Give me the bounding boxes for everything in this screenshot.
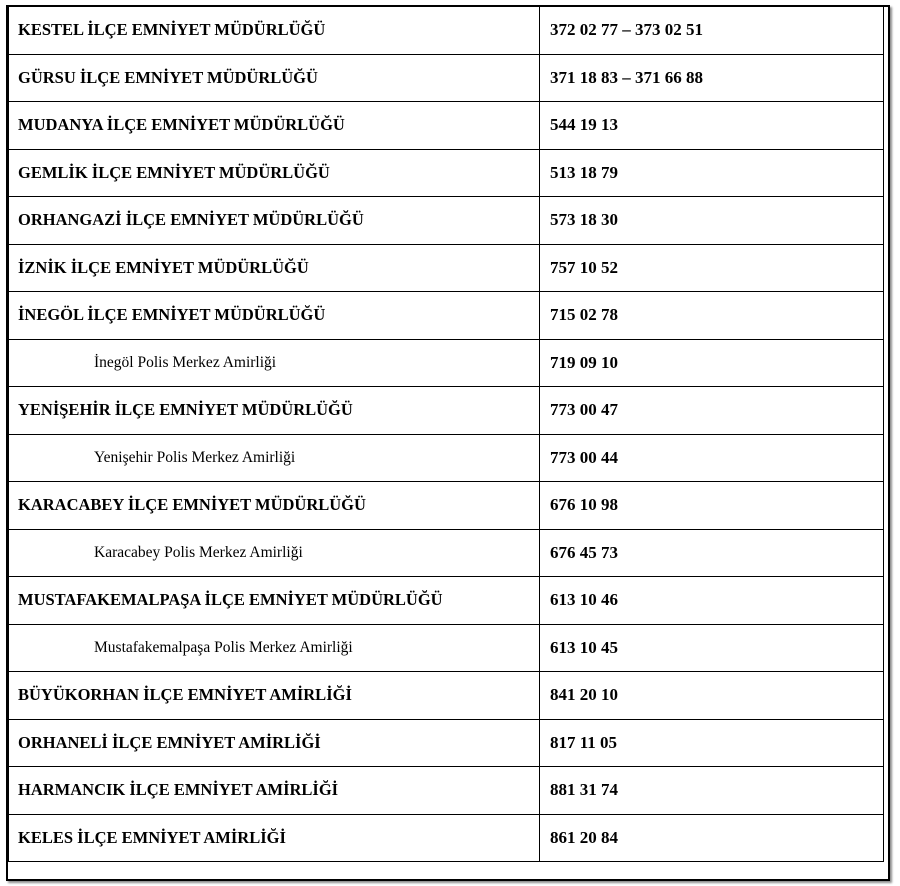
table-row xyxy=(9,767,884,815)
table-row xyxy=(9,482,884,530)
sub-office-name: İnegöl Polis Merkez Amirliği xyxy=(9,339,540,387)
phone-number: 544 19 13 xyxy=(540,102,884,150)
office-name: İZNİK İLÇE EMNİYET MÜDÜRLÜĞÜ xyxy=(9,244,540,292)
office-name: KARACABEY İLÇE EMNİYET MÜDÜRLÜĞÜ xyxy=(9,482,540,530)
office-name: İNEGÖL İLÇE EMNİYET MÜDÜRLÜĞÜ xyxy=(9,292,540,340)
phone-number: 773 00 47 xyxy=(540,387,884,435)
table-row xyxy=(9,339,884,387)
office-name: BÜYÜKORHAN İLÇE EMNİYET AMİRLİĞİ xyxy=(9,672,540,720)
table-row xyxy=(9,7,884,55)
phone-number: 841 20 10 xyxy=(540,672,884,720)
directory-table xyxy=(8,6,884,862)
office-name: MUSTAFAKEMALPAŞA İLÇE EMNİYET MÜDÜRLÜĞÜ xyxy=(9,577,540,625)
office-name: MUDANYA İLÇE EMNİYET MÜDÜRLÜĞÜ xyxy=(9,102,540,150)
table-row xyxy=(9,292,884,340)
phone-number: 719 09 10 xyxy=(540,339,884,387)
phone-number: 881 31 74 xyxy=(540,767,884,815)
table-row xyxy=(9,54,884,102)
phone-number: 715 02 78 xyxy=(540,292,884,340)
phone-number: 513 18 79 xyxy=(540,149,884,197)
directory-rows xyxy=(9,7,884,862)
office-name: KELES İLÇE EMNİYET AMİRLİĞİ xyxy=(9,814,540,862)
table-row xyxy=(9,577,884,625)
phone-number: 372 02 77 – 373 02 51 xyxy=(540,7,884,55)
phone-number: 676 10 98 xyxy=(540,482,884,530)
table-row xyxy=(9,102,884,150)
table-row xyxy=(9,434,884,482)
office-name: ORHANELİ İLÇE EMNİYET AMİRLİĞİ xyxy=(9,719,540,767)
table-row xyxy=(9,197,884,245)
phone-number: 773 00 44 xyxy=(540,434,884,482)
phone-number: 757 10 52 xyxy=(540,244,884,292)
office-name: ORHANGAZİ İLÇE EMNİYET MÜDÜRLÜĞÜ xyxy=(9,197,540,245)
table-row xyxy=(9,244,884,292)
table-row xyxy=(9,719,884,767)
table-row xyxy=(9,149,884,197)
sub-office-name: Mustafakemalpaşa Polis Merkez Amirliği xyxy=(9,624,540,672)
phone-number: 676 45 73 xyxy=(540,529,884,577)
office-name: YENİŞEHİR İLÇE EMNİYET MÜDÜRLÜĞÜ xyxy=(9,387,540,435)
table-row xyxy=(9,672,884,720)
office-name: GÜRSU İLÇE EMNİYET MÜDÜRLÜĞÜ xyxy=(9,54,540,102)
sub-office-name: Karacabey Polis Merkez Amirliği xyxy=(9,529,540,577)
phone-number: 573 18 30 xyxy=(540,197,884,245)
office-name: HARMANCIK İLÇE EMNİYET AMİRLİĞİ xyxy=(9,767,540,815)
phone-number: 613 10 45 xyxy=(540,624,884,672)
office-name: KESTEL İLÇE EMNİYET MÜDÜRLÜĞÜ xyxy=(9,7,540,55)
phone-number: 861 20 84 xyxy=(540,814,884,862)
phone-number: 371 18 83 – 371 66 88 xyxy=(540,54,884,102)
table-row xyxy=(9,529,884,577)
sub-office-name: Yenişehir Polis Merkez Amirliği xyxy=(9,434,540,482)
table-row xyxy=(9,624,884,672)
office-name: GEMLİK İLÇE EMNİYET MÜDÜRLÜĞÜ xyxy=(9,149,540,197)
table-row xyxy=(9,387,884,435)
table-row xyxy=(9,814,884,862)
phone-number: 817 11 05 xyxy=(540,719,884,767)
phone-number: 613 10 46 xyxy=(540,577,884,625)
